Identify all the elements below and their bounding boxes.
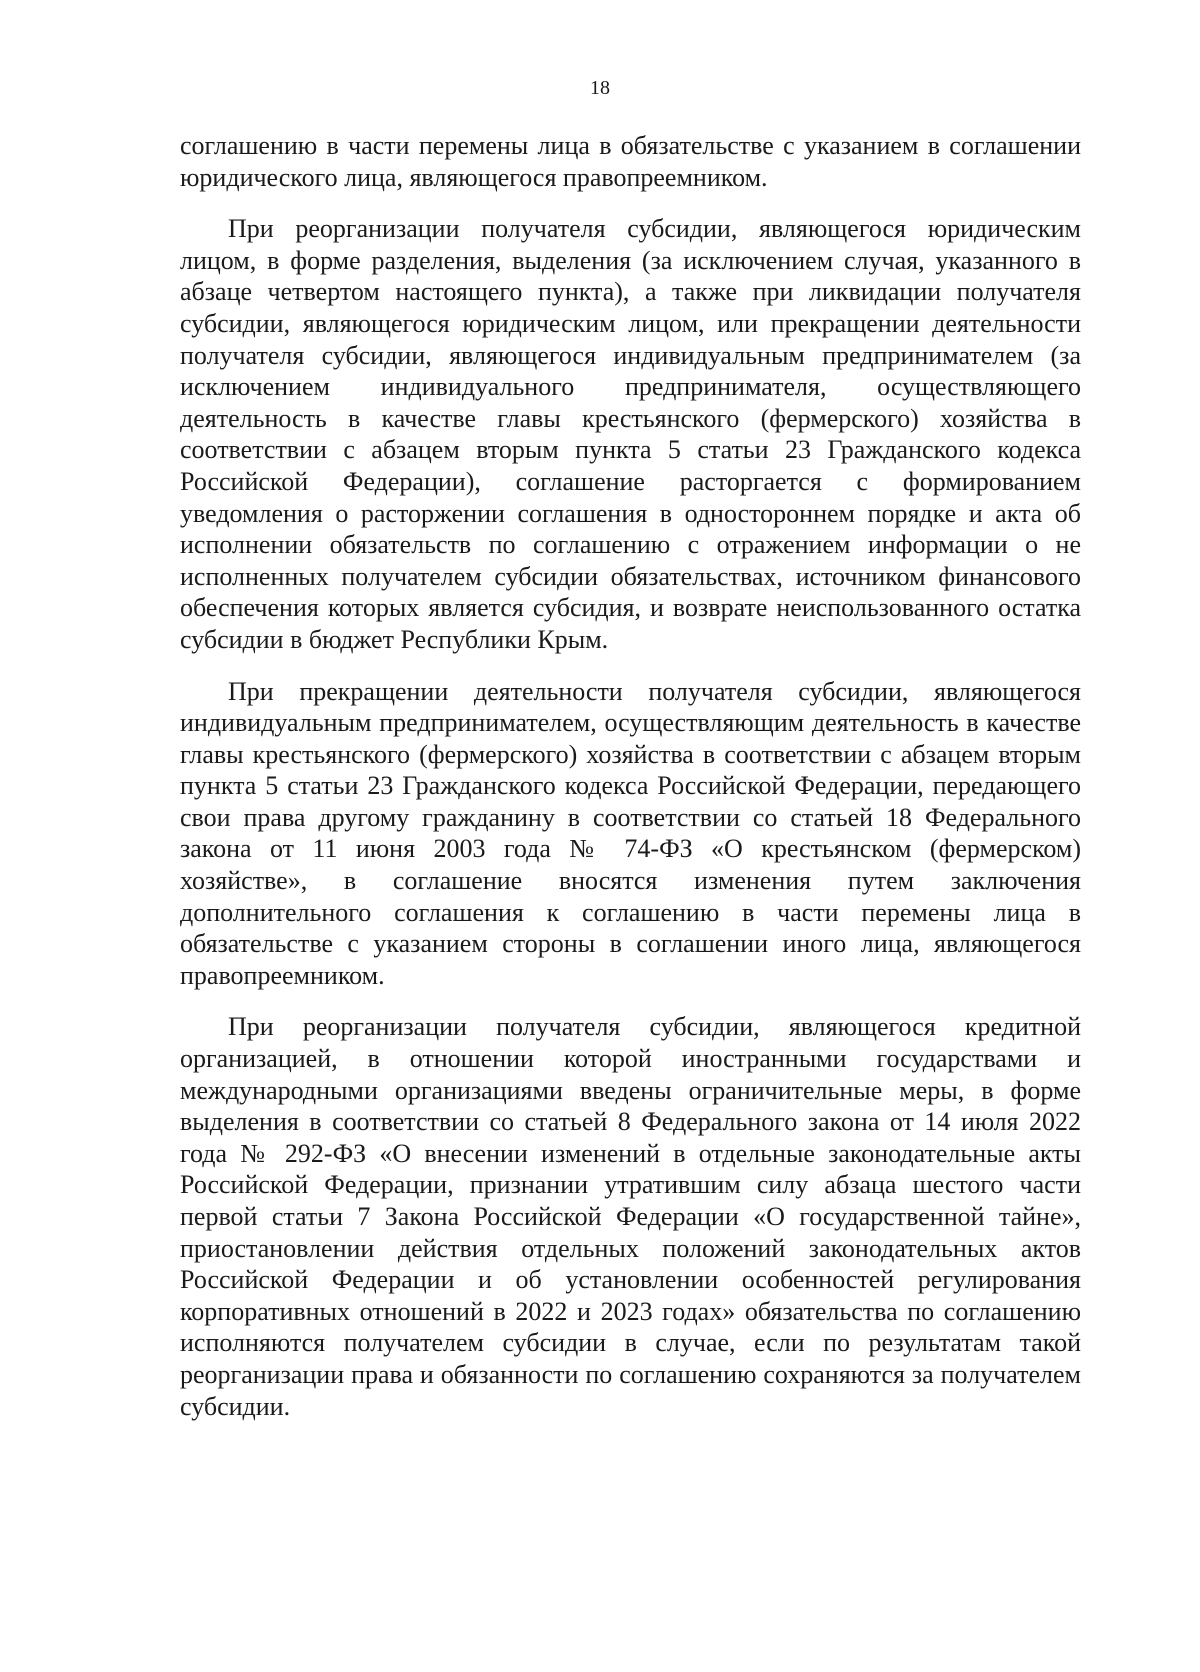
paragraph-credit-organization-reorganization: При реорганизации получателя субсидии, являющегося кредитной организацией, в отношении которой иностранными государствами и международными организациями введены ограничительные меры, в форме выделения в соответствии со статьей 8 Федерального закона от 14 июля 2022 года № 292-ФЗ «О внесении изменений в отдельные законодательные акты Российской Федерации, признании утратившим силу абзаца шестого части первой статьи 7 Закона Российской Федерации «О государственной тайне», приостановлении действия отдельных положений законодательных актов Российской Федерации и об установлении особенностей регулирования корпоративных отношений в 2022 и 2023 годах» обязательства по соглашению исполняются получателем субсидии в случае, если по результатам такой реорганизации права и обязанности по соглашению сохраняются за получателем субсидии. [180,1012,1081,1421]
paragraph-continuation: соглашению в части перемены лица в обязательстве с указанием в соглашении юридического лица, являющегося правопреемником. [180,131,1081,192]
document-body [180,130,1081,1422]
paragraph-farm-head-termination: При прекращении деятельности получателя субсидии, являющегося индивидуальным предпринимателем, осуществляющим деятельность в качестве главы крестьянского (фермерского) хозяйства в соответствии с абзацем вторым пункта 5 статьи 23 Гражданского кодекса Российской Федерации, передающего свои права другому гражданину в соответствии со статьей 18 Федерального закона от 11 июня 2003 года № 74-ФЗ «О крестьянском (фермерском) хозяйстве», в соглашение вносятся изменения путем заключения дополнительного соглашения к соглашению в части перемены лица в обязательстве с указанием стороны в соглашении иного лица, являющегося правопреемником. [180,676,1081,990]
paragraph-reorganization-legal-entity: При реорганизации получателя субсидии, являющегося юридическим лицом, в форме разделения, выделения (за исключением случая, указанного в абзаце четвертом настоящего пункта), а также при ликвидации получателя субсидии, являющегося юридическим лицом, или прекращении деятельности получателя субсидии, являющегося индивидуальным предпринимателем (за исключением индивидуального предпринимателя, осуществляющего деятельность в качестве главы крестьянского (фермерского) хозяйства в соответствии с абзацем вторым пункта 5 статьи 23 Гражданского кодекса Российской Федерации), соглашение расторгается с формированием уведомления о расторжении соглашения в одностороннем порядке и акта об исполнении обязательств по соглашению с отражением информации о не исполненных получателем субсидии обязательствах, источником финансового обеспечения которых является субсидия, и возврате неиспользованного остатка субсидии в бюджет Республики Крым. [180,214,1081,654]
page-number: 18 [590,77,610,99]
